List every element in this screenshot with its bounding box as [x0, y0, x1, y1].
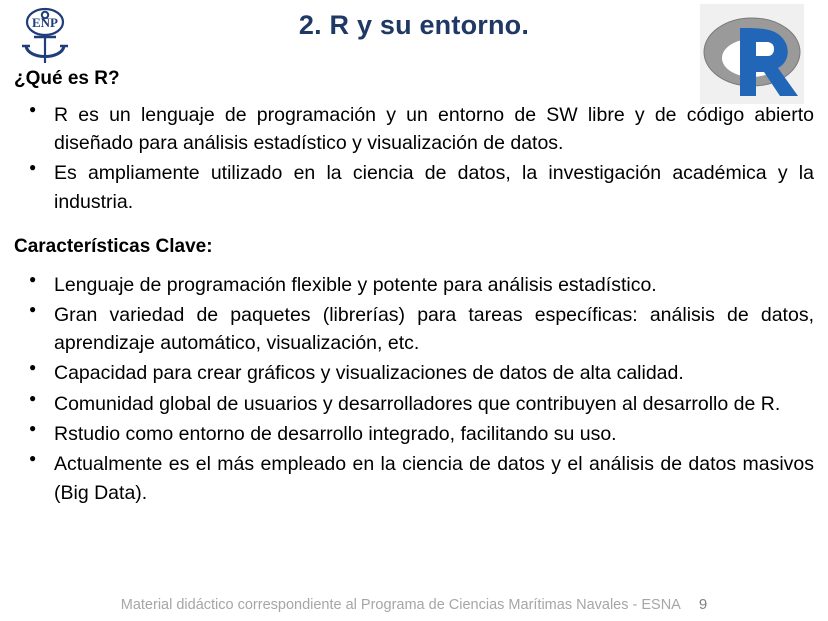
list-item: ● R es un lenguaje de programación y un entorno de SW libre y de código abierto diseñado para análisis estadístico y visualización de datos. [14, 101, 814, 158]
list-item: ● Es ampliamente utilizado en la ciencia de datos, la investigación académica y la industria. [14, 159, 814, 216]
list-item: ● Capacidad para crear gráficos y visualizaciones de datos de alta calidad. [14, 359, 814, 387]
section-heading-key-features: Características Clave: [14, 235, 213, 257]
svg-text:ENP: ENP [32, 15, 58, 30]
bullet-list-what-is-r [14, 101, 814, 216]
list-item: ● Lenguaje de programación flexible y potente para análisis estadístico. [14, 271, 814, 299]
list-item: ● Gran variedad de paquetes (librerías) para tareas específicas: análisis de datos, aprendizaje automático, visualización, etc. [14, 301, 814, 358]
footer-text: Material didáctico correspondiente al Programa de Ciencias Marítimas Navales - ESNA [120, 597, 681, 613]
slide-body [14, 68, 814, 509]
list-item: ● Rstudio como entorno de desarrollo integrado, facilitando su uso. [14, 420, 814, 448]
list-item: ● Actualmente es el más empleado en la ciencia de datos y el análisis de datos masivos (Big Data). [14, 450, 814, 507]
slide-footer [0, 596, 828, 613]
page-title: 2. R y su entorno. [298, 10, 530, 40]
section-heading-what-is-r: ¿Qué es R? [14, 68, 120, 89]
bullet-list-key-features [14, 271, 814, 507]
list-item: ● Comunidad global de usuarios y desarrolladores que contribuyen al desarrollo de R. [14, 390, 814, 418]
page-number: 9 [698, 596, 708, 613]
